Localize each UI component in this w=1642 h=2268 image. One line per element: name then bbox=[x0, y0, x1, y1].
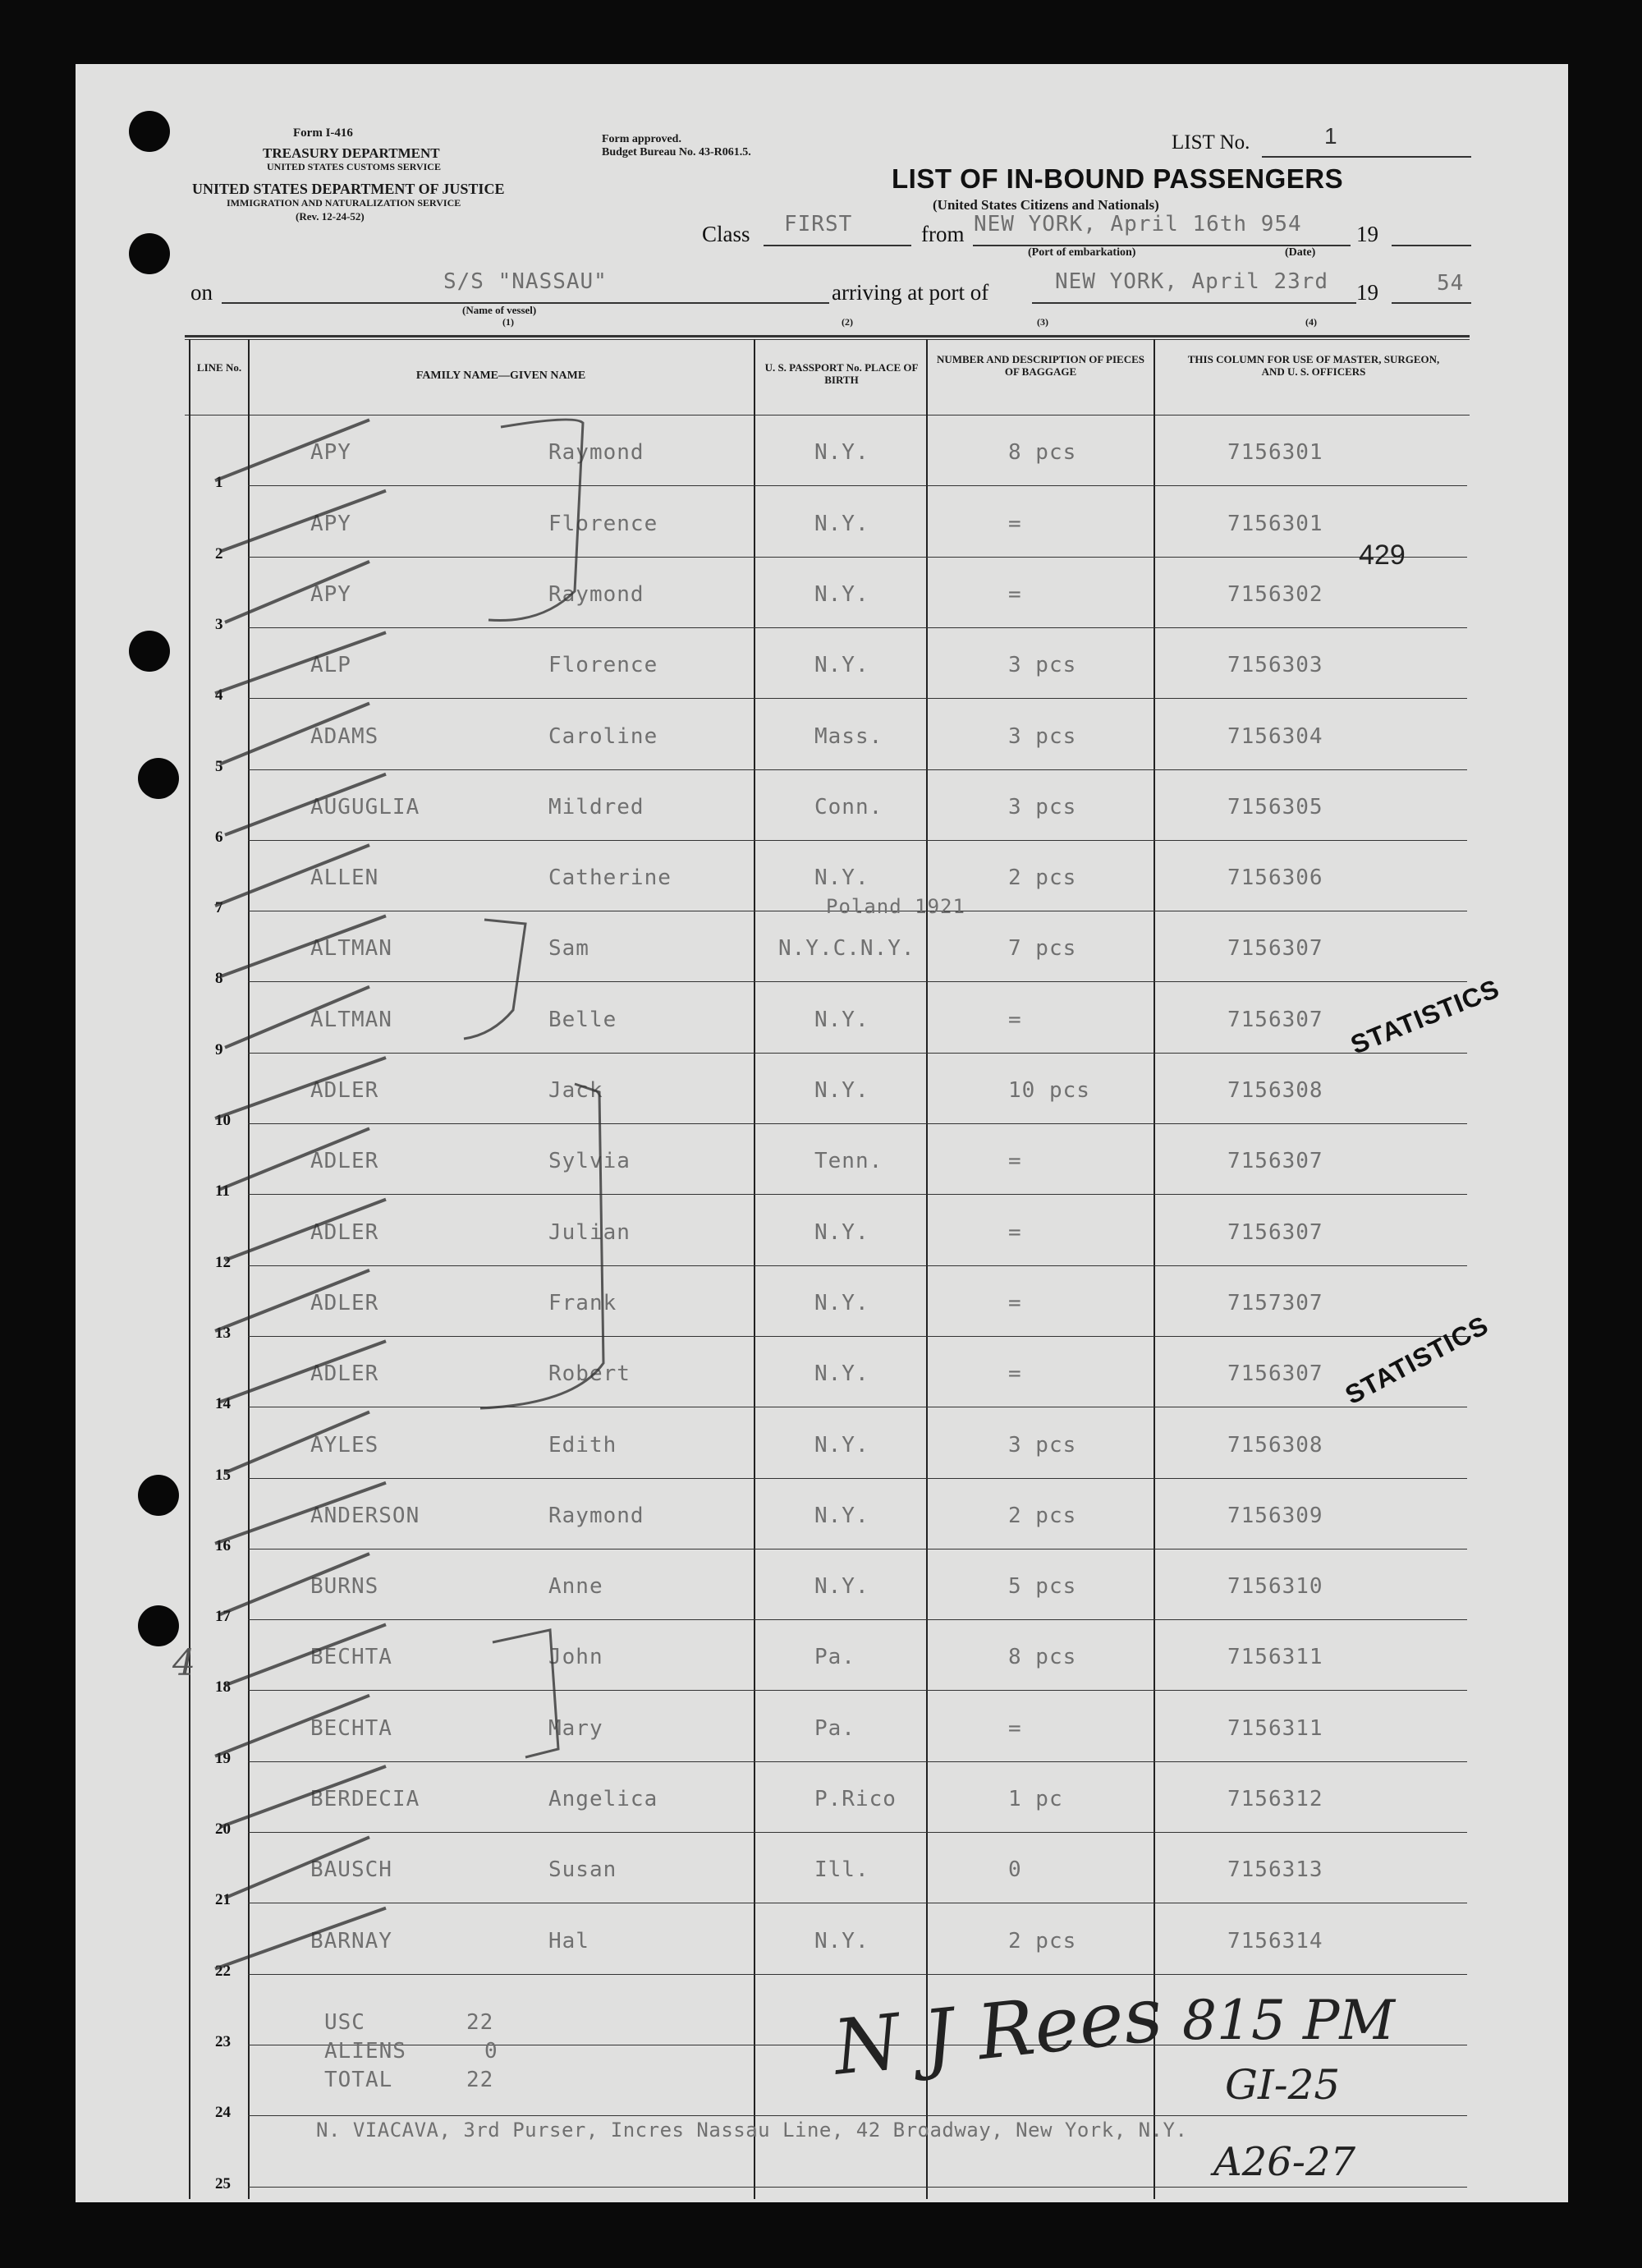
checkmark-stroke bbox=[225, 1837, 369, 1898]
row-place-of-birth: N.Y. bbox=[814, 1361, 869, 1387]
checkmark-stroke bbox=[215, 632, 386, 693]
row-baggage: 3 pcs bbox=[1008, 1432, 1077, 1458]
handwritten-code-1: GI-25 bbox=[1225, 2061, 1341, 2109]
list-no-value: 1 bbox=[1324, 123, 1337, 149]
col-passport-header: U. S. PASSPORT No. PLACE OF BIRTH bbox=[764, 361, 919, 386]
row-baggage: = bbox=[1008, 1219, 1022, 1245]
handwritten-signature: N J Rees bbox=[829, 1970, 1167, 2092]
row-family-name: ADAMS bbox=[310, 723, 379, 749]
year-value-2: 54 bbox=[1437, 271, 1465, 296]
row-given-name: Sylvia bbox=[548, 1149, 631, 1174]
row-given-name: Sam bbox=[548, 936, 589, 962]
justice-dept: UNITED STATES DEPARTMENT OF JUSTICE bbox=[192, 181, 505, 197]
row-family-name: BAUSCH bbox=[310, 1857, 392, 1883]
row-officer-number: 7156311 bbox=[1227, 1715, 1323, 1741]
form-number: Form I-416 bbox=[293, 126, 353, 140]
caption-2: (2) bbox=[842, 316, 853, 328]
row-given-name: Raymond bbox=[548, 1503, 644, 1528]
row-given-name: Jack bbox=[548, 1078, 603, 1103]
row-officer-number: 7156312 bbox=[1227, 1787, 1323, 1811]
row-baggage: 3 pcs bbox=[1008, 653, 1077, 678]
row-given-name: Mildred bbox=[548, 794, 644, 820]
class-value: FIRST bbox=[784, 212, 853, 236]
checkmark-stroke bbox=[225, 987, 369, 1048]
caption-1: (1) bbox=[502, 316, 514, 328]
row-baggage: 8 pcs bbox=[1008, 1645, 1077, 1670]
row-baggage: = bbox=[1008, 581, 1022, 607]
treasury-dept: TREASURY DEPARTMENT bbox=[263, 145, 440, 161]
checkmark-stroke bbox=[220, 491, 386, 552]
purser-line: N. VIACAVA, 3rd Purser, Incres Nassau Line, 42 Broadway, New York, N.Y. bbox=[316, 2119, 1188, 2142]
row-officer-number: 7156308 bbox=[1227, 1432, 1323, 1458]
arrival-value: NEW YORK, April 23rd bbox=[1055, 269, 1329, 294]
row-officer-number: 7156307 bbox=[1227, 1219, 1323, 1245]
handwritten-time: 815 PM bbox=[1182, 1989, 1395, 2052]
checkmark-stroke bbox=[215, 1696, 369, 1756]
bracket-mark bbox=[480, 1084, 603, 1408]
row-family-name: ADLER bbox=[310, 1149, 379, 1174]
row-officer-number: 7156309 bbox=[1227, 1503, 1323, 1528]
row-line-number: 6 bbox=[215, 828, 223, 846]
row-place-of-birth: Pa. bbox=[814, 1715, 855, 1741]
row-family-name: ALP bbox=[310, 653, 351, 678]
col-officers-header: THIS COLUMN FOR USE OF MASTER, SURGEON, AND U. S. OFFICERS bbox=[1187, 353, 1440, 378]
row-officer-number: 7156311 bbox=[1227, 1645, 1323, 1670]
bracket-mark bbox=[488, 420, 583, 621]
usc-label: USC bbox=[324, 2010, 365, 2035]
row-family-name: ALTMAN bbox=[310, 1007, 392, 1032]
checkmark-stroke bbox=[220, 1554, 369, 1614]
row-line-number: 10 bbox=[215, 1112, 231, 1129]
row-family-name: ADLER bbox=[310, 1219, 379, 1245]
row-given-name: Edith bbox=[548, 1432, 617, 1458]
row-given-name: Robert bbox=[548, 1361, 631, 1387]
checkmark-stroke bbox=[215, 420, 369, 480]
bracket-mark bbox=[493, 1630, 558, 1757]
row-place-of-birth: Mass. bbox=[814, 723, 883, 749]
row-place-of-birth: N.Y. bbox=[814, 440, 869, 466]
row-baggage: 3 pcs bbox=[1008, 794, 1077, 820]
row-officer-number: 7156307 bbox=[1227, 1361, 1323, 1387]
row-officer-number: 7156302 bbox=[1227, 581, 1323, 607]
row-family-name: BECHTA bbox=[310, 1715, 392, 1741]
row-line-number: 3 bbox=[215, 615, 223, 633]
page-title: LIST OF IN-BOUND PASSENGERS bbox=[892, 163, 1344, 194]
row-place-of-birth: Conn. bbox=[814, 794, 883, 820]
row-baggage: = bbox=[1008, 1149, 1022, 1174]
form-approved: Form approved. bbox=[602, 133, 681, 145]
row-baggage: 5 pcs bbox=[1008, 1574, 1077, 1600]
row-line-number: 19 bbox=[215, 1749, 231, 1767]
list-no-label: LIST No. bbox=[1172, 131, 1250, 154]
checkmark-stroke bbox=[220, 1341, 386, 1402]
row-line-number: 23 bbox=[215, 2032, 231, 2050]
on-label: on bbox=[190, 280, 213, 305]
count-429: 429 bbox=[1359, 539, 1406, 571]
checkmark-stroke bbox=[220, 704, 369, 764]
row-line-number: 22 bbox=[215, 1962, 231, 1980]
col-name-header: FAMILY NAME—GIVEN NAME bbox=[415, 370, 586, 382]
row-given-name: Raymond bbox=[548, 581, 644, 607]
row-baggage: = bbox=[1008, 1715, 1022, 1741]
row-place-of-birth: N.Y. bbox=[814, 1007, 869, 1032]
row-family-name: ADLER bbox=[310, 1290, 379, 1315]
checkmark-stroke bbox=[225, 1200, 386, 1260]
row-officer-number: 7156314 bbox=[1227, 1928, 1323, 1954]
row-given-name: Frank bbox=[548, 1290, 617, 1315]
row-given-name: Susan bbox=[548, 1857, 617, 1883]
page-subtitle: (United States Citizens and Nationals) bbox=[933, 197, 1159, 213]
usc-value: 22 bbox=[466, 2010, 494, 2035]
row-place-of-birth: Ill. bbox=[814, 1857, 869, 1883]
from-label: from bbox=[921, 222, 965, 246]
revision: (Rev. 12-24-52) bbox=[296, 210, 365, 223]
row-family-name: AUGUGLIA bbox=[310, 794, 420, 820]
total-value: 22 bbox=[466, 2068, 494, 2092]
row-place-of-birth: N.Y. bbox=[814, 1432, 869, 1458]
row-family-name: BARNAY bbox=[310, 1928, 392, 1954]
row-place-of-birth: N.Y.C.N.Y. bbox=[778, 936, 915, 962]
row-given-name: John bbox=[548, 1645, 603, 1670]
row-line-number: 15 bbox=[215, 1466, 231, 1484]
caption-4: (4) bbox=[1305, 316, 1317, 328]
margin-mark: 4 bbox=[172, 1642, 195, 1684]
row-officer-number: 7156307 bbox=[1227, 1149, 1323, 1174]
ins-service: IMMIGRATION AND NATURALIZATION SERVICE bbox=[227, 197, 461, 209]
col-line-header: LINE No. bbox=[196, 361, 242, 374]
row-place-of-birth: N.Y. bbox=[814, 1574, 869, 1600]
row-family-name: APY bbox=[310, 581, 351, 607]
checkmark-stroke bbox=[215, 1270, 369, 1331]
year-label-2: 19 bbox=[1356, 280, 1378, 305]
row-family-name: BERDECIA bbox=[310, 1787, 420, 1811]
checkmark-stroke bbox=[225, 562, 369, 622]
row-line-number: 7 bbox=[215, 899, 223, 917]
birth-note-row-8: Poland 1921 bbox=[826, 895, 965, 918]
row-given-name: Belle bbox=[548, 1007, 617, 1032]
row-officer-number: 7156310 bbox=[1227, 1574, 1323, 1600]
checkmark-stroke bbox=[225, 774, 386, 835]
row-baggage: 1 pc bbox=[1008, 1787, 1063, 1811]
row-line-number: 25 bbox=[215, 2174, 231, 2192]
row-given-name: Hal bbox=[548, 1928, 589, 1954]
row-family-name: ANDERSON bbox=[310, 1503, 420, 1528]
row-place-of-birth: N.Y. bbox=[814, 1078, 869, 1103]
row-baggage: 2 pcs bbox=[1008, 1503, 1077, 1528]
row-place-of-birth: N.Y. bbox=[814, 1503, 869, 1528]
checkmark-stroke bbox=[220, 1766, 386, 1827]
row-officer-number: 7156313 bbox=[1227, 1857, 1323, 1883]
row-family-name: APY bbox=[310, 511, 351, 536]
row-line-number: 1 bbox=[215, 474, 223, 492]
aliens-value: 0 bbox=[484, 2039, 498, 2064]
row-place-of-birth: N.Y. bbox=[814, 511, 869, 536]
row-family-name: ADLER bbox=[310, 1078, 379, 1103]
arriving-label: arriving at port of bbox=[832, 280, 989, 305]
row-line-number: 8 bbox=[215, 970, 223, 988]
class-label: Class bbox=[702, 222, 750, 246]
row-officer-number: 7156308 bbox=[1227, 1078, 1323, 1103]
row-baggage: = bbox=[1008, 1290, 1022, 1315]
row-family-name: APY bbox=[310, 440, 351, 466]
row-baggage: 8 pcs bbox=[1008, 440, 1077, 466]
row-given-name: Catherine bbox=[548, 865, 672, 891]
handwritten-code-2: A26-27 bbox=[1213, 2139, 1356, 2185]
row-line-number: 13 bbox=[215, 1324, 231, 1342]
row-place-of-birth: N.Y. bbox=[814, 1219, 869, 1245]
row-officer-number: 7156301 bbox=[1227, 440, 1323, 466]
checkmark-stroke bbox=[215, 1058, 386, 1118]
row-given-name: Angelica bbox=[548, 1787, 658, 1811]
row-family-name: AYLES bbox=[310, 1432, 379, 1458]
row-officer-number: 7156307 bbox=[1227, 1007, 1323, 1032]
row-baggage: 0 bbox=[1008, 1857, 1022, 1883]
customs-service: UNITED STATES CUSTOMS SERVICE bbox=[267, 161, 441, 172]
col-baggage-header: NUMBER AND DESCRIPTION OF PIECES OF BAGGAGE bbox=[936, 353, 1145, 378]
row-place-of-birth: P.Rico bbox=[814, 1787, 897, 1811]
port-embark-caption: (Port of embarkation) bbox=[1028, 246, 1136, 259]
row-officer-number: 7156304 bbox=[1227, 723, 1323, 749]
row-place-of-birth: N.Y. bbox=[814, 1928, 869, 1954]
row-place-of-birth: Pa. bbox=[814, 1645, 855, 1670]
row-baggage: 10 pcs bbox=[1008, 1078, 1090, 1103]
row-family-name: ADLER bbox=[310, 1361, 379, 1387]
statistics-stamp: STATISTICS bbox=[1340, 1310, 1493, 1411]
checkmark-stroke bbox=[220, 1128, 369, 1189]
row-given-name: Mary bbox=[548, 1715, 603, 1741]
row-line-number: 4 bbox=[215, 686, 223, 705]
bracket-mark bbox=[464, 920, 525, 1039]
vessel-caption: (Name of vessel) bbox=[462, 304, 537, 316]
date-caption: (Date) bbox=[1285, 246, 1316, 259]
row-line-number: 11 bbox=[215, 1182, 230, 1201]
row-place-of-birth: N.Y. bbox=[814, 653, 869, 678]
row-line-number: 24 bbox=[215, 2104, 231, 2122]
row-baggage: 2 pcs bbox=[1008, 865, 1077, 891]
row-given-name: Julian bbox=[548, 1219, 631, 1245]
row-baggage: = bbox=[1008, 1361, 1022, 1387]
row-baggage: 3 pcs bbox=[1008, 723, 1077, 749]
checkmark-stroke bbox=[215, 1483, 386, 1544]
row-baggage: = bbox=[1008, 1007, 1022, 1032]
row-line-number: 21 bbox=[215, 1891, 231, 1909]
row-officer-number: 7156305 bbox=[1227, 794, 1323, 820]
budget-bureau: Budget Bureau No. 43-R061.5. bbox=[602, 146, 751, 158]
row-officer-number: 7156307 bbox=[1227, 936, 1323, 962]
row-officer-number: 7156301 bbox=[1227, 511, 1323, 536]
row-family-name: BECHTA bbox=[310, 1645, 392, 1670]
row-baggage: 2 pcs bbox=[1008, 1928, 1077, 1954]
vessel-value: S/S "NASSAU" bbox=[443, 269, 608, 294]
row-line-number: 12 bbox=[215, 1253, 231, 1271]
row-place-of-birth: N.Y. bbox=[814, 865, 869, 891]
row-line-number: 14 bbox=[215, 1395, 231, 1413]
row-line-number: 16 bbox=[215, 1536, 231, 1554]
row-given-name: Raymond bbox=[548, 440, 644, 466]
checkmark-stroke bbox=[225, 1412, 369, 1473]
row-given-name: Anne bbox=[548, 1574, 603, 1600]
row-place-of-birth: N.Y. bbox=[814, 1290, 869, 1315]
row-line-number: 17 bbox=[215, 1608, 231, 1626]
from-value: NEW YORK, April 16th 954 bbox=[974, 212, 1302, 236]
row-given-name: Florence bbox=[548, 653, 658, 678]
checkmark-stroke bbox=[220, 916, 386, 976]
total-label: TOTAL bbox=[324, 2068, 393, 2092]
row-given-name: Caroline bbox=[548, 723, 658, 749]
row-line-number: 2 bbox=[215, 544, 223, 562]
checkmark-stroke bbox=[215, 845, 369, 906]
row-family-name: BURNS bbox=[310, 1574, 379, 1600]
row-officer-number: 7156303 bbox=[1227, 653, 1323, 678]
row-baggage: 7 pcs bbox=[1008, 936, 1077, 962]
caption-3: (3) bbox=[1037, 316, 1048, 328]
checkmark-stroke bbox=[225, 1624, 386, 1685]
row-family-name: ALTMAN bbox=[310, 936, 392, 962]
row-officer-number: 7156306 bbox=[1227, 865, 1323, 891]
row-family-name: ALLEN bbox=[310, 865, 379, 891]
year-label-1: 19 bbox=[1356, 222, 1378, 246]
row-line-number: 9 bbox=[215, 1040, 223, 1058]
row-baggage: = bbox=[1008, 511, 1022, 536]
row-line-number: 5 bbox=[215, 757, 223, 775]
row-line-number: 18 bbox=[215, 1678, 231, 1696]
row-place-of-birth: Tenn. bbox=[814, 1149, 883, 1174]
statistics-stamp: STATISTICS bbox=[1346, 973, 1504, 1060]
row-given-name: Florence bbox=[548, 511, 658, 536]
checkmark-stroke bbox=[215, 1908, 386, 1969]
aliens-label: ALIENS bbox=[324, 2039, 406, 2064]
row-line-number: 20 bbox=[215, 1820, 231, 1838]
row-officer-number: 7157307 bbox=[1227, 1290, 1323, 1315]
row-place-of-birth: N.Y. bbox=[814, 581, 869, 607]
